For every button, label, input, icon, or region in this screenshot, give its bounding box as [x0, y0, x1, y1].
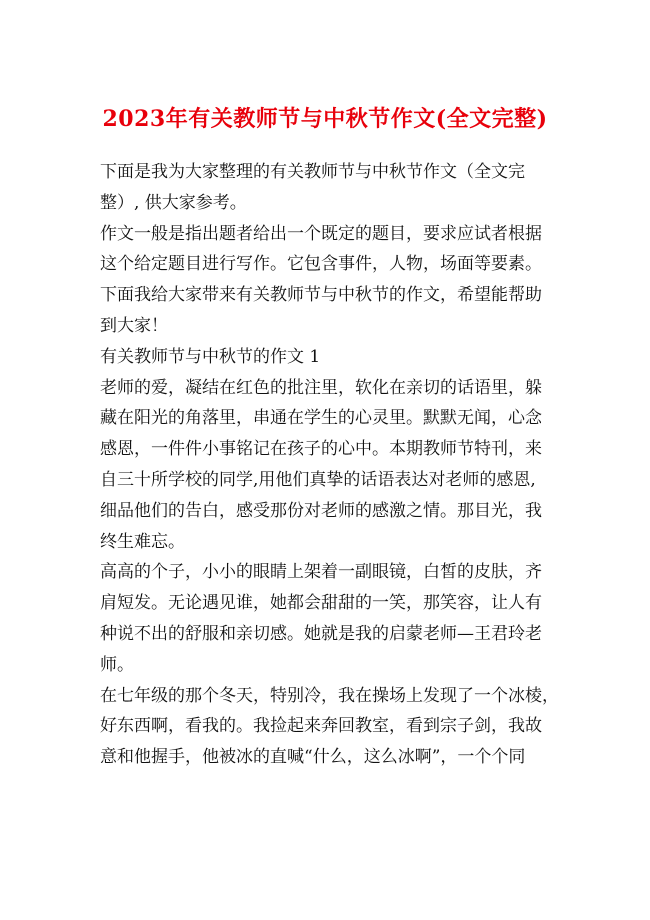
text-line: 肩短发。无论遇见谁，她都会甜甜的一笑，那笑容，让人有	[100, 593, 542, 614]
text-line: 到大家！	[100, 315, 168, 336]
text-line: 意和他握手，他被冰的直喊“什么，这么冰啊”，一个个同	[100, 747, 526, 768]
text-line: 终生难忘。	[100, 531, 185, 552]
text-line: 在七年级的那个冬天，特别冷，我在操场上发现了一个冰棱，	[100, 685, 559, 706]
text-line: 种说不出的舒服和亲切感。她就是我的启蒙老师—王君玲老	[100, 623, 542, 644]
text-line: 下面我给大家带来有关教师节与中秋节的作文，希望能帮助	[100, 285, 542, 306]
document-body	[100, 157, 570, 773]
text-line: 整）, 供大家参考。	[100, 192, 247, 213]
text-line: 这个给定题目进行写作。它包含事件，人物，场面等要素。	[100, 254, 542, 275]
section-heading: 有关教师节与中秋节的作文 1	[100, 346, 321, 367]
document-title: 2023年有关教师节与中秋节作文(全文完整)	[102, 106, 548, 132]
text-line: 师。	[100, 654, 134, 675]
text-line: 老师的爱，凝结在红色的批注里，软化在亲切的话语里，躲	[100, 377, 542, 398]
text-line: 藏在阳光的角落里，串通在学生的心灵里。默默无闻，心念	[100, 408, 542, 429]
text-line: 高高的个子，小小的眼睛上架着一副眼镜，白皙的皮肤，齐	[100, 562, 542, 583]
text-line: 细品他们的告白，感受那份对老师的感激之情。那目光，我	[100, 500, 542, 521]
text-line: 感恩，一件件小事铭记在孩子的心中。本期教师节特刊，来	[100, 439, 542, 460]
text-line: 好东西啊，看我的。我捡起来奔回教室，看到宗子剑，我故	[100, 716, 542, 737]
text-line: 自三十所学校的同学,用他们真挚的话语表达对老师的感恩,	[100, 469, 536, 490]
text-line: 下面是我为大家整理的有关教师节与中秋节作文（全文完	[100, 162, 525, 182]
text-line: 作文一般是指出题者给出一个既定的题目，要求应试者根据	[100, 223, 542, 244]
